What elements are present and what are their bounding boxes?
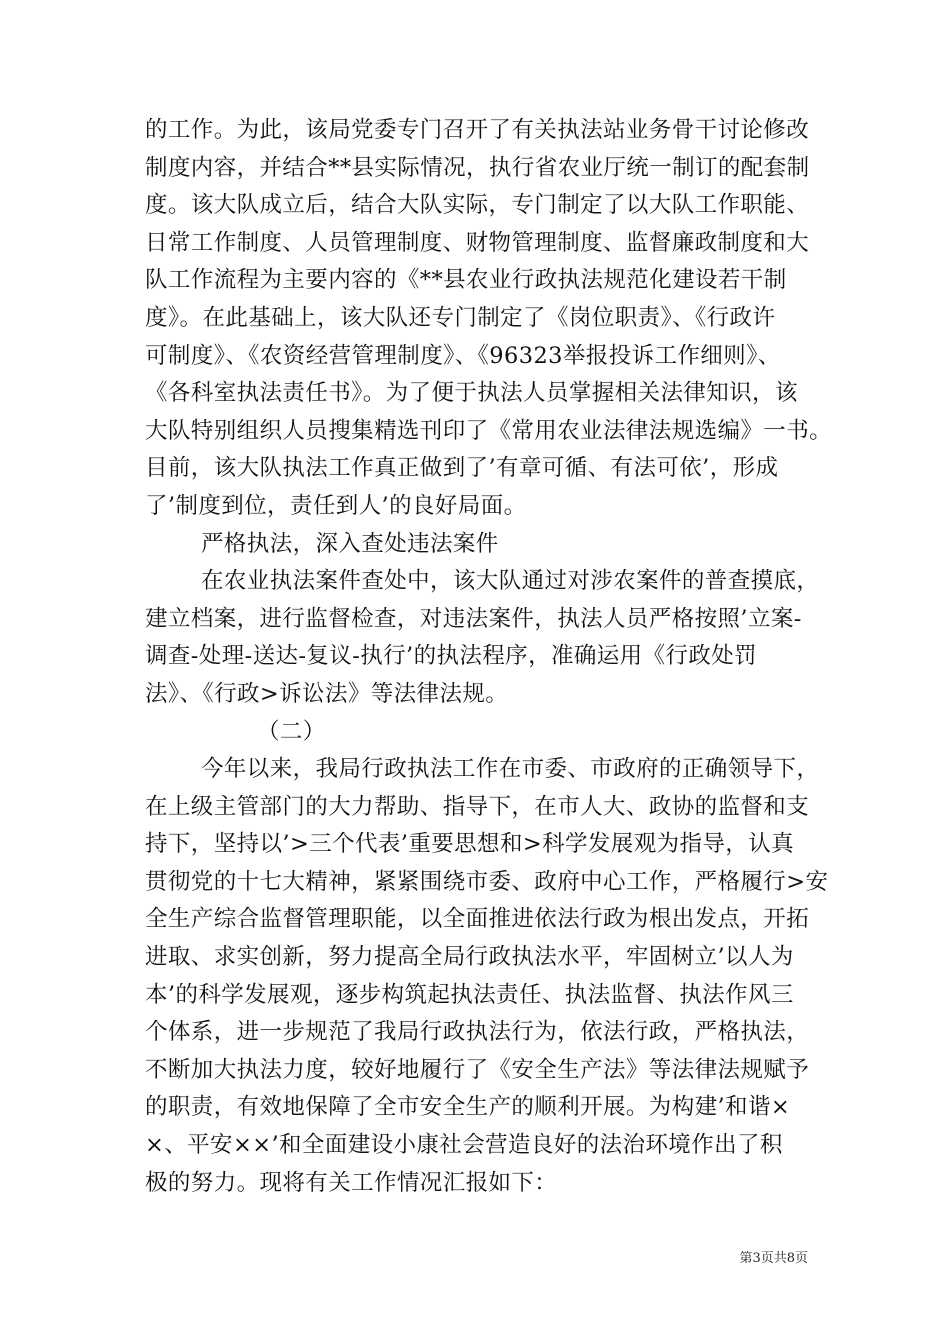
text-line: 持下，坚持以’>三个代表’重要思想和>科学发展观为指导，认真 (145, 831, 795, 858)
text-line: 度。该大队成立后，结合大队实际，专门制定了以大队工作职能、 (145, 192, 810, 219)
text-line: 在农业执法案件查处中，该大队通过对涉农案件的普查摸底， (201, 568, 820, 595)
section-number: （二） (257, 718, 326, 745)
text-line: 目前，该大队执法工作真正做到了’有章可循、有法可依’，形成 (145, 455, 779, 482)
text-line: 度》。在此基础上，该大队还专门制定了《岗位职责》、《行政许 (145, 304, 776, 331)
text-line: 制度内容，并结合**县实际情况，执行省农业厅统一制订的配套制 (145, 154, 810, 181)
text-line: 队工作流程为主要内容的《**县农业行政执法规范化建设若干制 (145, 267, 787, 294)
text-line: 可制度》、《农资经营管理制度》、《96323举报投诉工作细则》、 (145, 342, 781, 369)
text-line: ×、平安××’和全面建设小康社会营造良好的法治环境作出了积 (145, 1132, 783, 1159)
text-line: 今年以来，我局行政执法工作在市委、市政府的正确领导下， (201, 756, 820, 783)
text-line: 了’制度到位，责任到人’的良好局面。 (145, 492, 527, 519)
text-line: 个体系，进一步规范了我局行政执法行为，依法行政，严格执法， (145, 1019, 810, 1046)
text-line: 日常工作制度、人员管理制度、财物管理制度、监督廉政制度和大 (145, 229, 810, 256)
document-body (145, 112, 833, 1202)
text-line: 本’的科学发展观，逐步构筑起执法责任、执法监督、执法作风三 (145, 981, 794, 1008)
text-line: 《各科室执法责任书》。为了便于执法人员掌握相关法律知识，该 (145, 380, 798, 407)
text-line: 贯彻党的十七大精神，紧紧围绕市委、政府中心工作，严格履行>安 (145, 868, 829, 895)
text-line: 调查-处理-送达-复议-执行’的执法程序，准确运用《行政处罚 (145, 643, 758, 670)
text-line: 全生产综合监督管理职能，以全面推进依法行政为根出发点，开拓 (145, 906, 810, 933)
text-line: 的职责，有效地保障了全市安全生产的顺利开展。为构建’和谐× (145, 1094, 791, 1121)
section-heading: 严格执法，深入查处违法案件 (201, 530, 499, 557)
text-line: 在上级主管部门的大力帮助、指导下，在市人大、政协的监督和支 (145, 793, 810, 820)
text-line: 大队特别组织人员搜集精选刊印了《常用农业法律法规选编》一书。 (145, 417, 833, 444)
text-line: 进取、求实创新，努力提高全局行政执法水平，牢固树立’以人为 (145, 944, 794, 971)
text-line: 极的努力。现将有关工作情况汇报如下： (145, 1169, 558, 1196)
page-number: 第3页共8页 (739, 1251, 808, 1266)
text-line: 建立档案，进行监督检查，对违法案件，执法人员严格按照’立案- (145, 605, 802, 632)
text-line: 法》、《行政>诉讼法》等法律法规。 (145, 680, 509, 707)
text-line: 不断加大执法力度，较好地履行了《安全生产法》等法律法规赋予 (145, 1056, 810, 1083)
text-line: 的工作。为此，该局党委专门召开了有关执法站业务骨干讨论修改 (145, 117, 810, 143)
